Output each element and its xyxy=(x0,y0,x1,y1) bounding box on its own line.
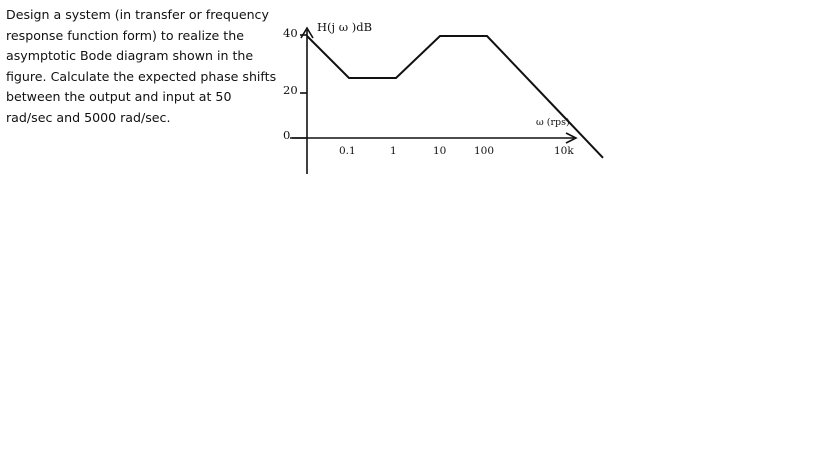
question-line: figure. Calculate the expected phase shifts xyxy=(6,68,277,84)
x-axis-label: ω (rps) xyxy=(536,117,570,128)
y-tick-label-0: 0 xyxy=(283,128,291,142)
y-axis-label: H(j ω )dB xyxy=(317,20,373,34)
question-line: between the output and input at 50 xyxy=(6,89,232,105)
x-tick-label-0.1: 0.1 xyxy=(339,145,356,157)
question-line: Design a system (in transfer or frequency xyxy=(6,7,269,22)
x-tick-label-1: 1 xyxy=(390,145,397,157)
x-tick-label-10k: 10k xyxy=(554,145,574,157)
x-tick-label-10: 10 xyxy=(433,145,447,157)
question-line: rad/sec and 5000 rad/sec. xyxy=(6,109,171,125)
y-tick-label-40: 40 xyxy=(283,26,298,40)
y-tick-label-20: 20 xyxy=(283,83,298,97)
question-line: asymptotic Bode diagram shown in the xyxy=(6,48,254,64)
bode-asymptote-line xyxy=(307,36,567,120)
x-tick-label-100: 100 xyxy=(474,145,495,157)
question-line: response function form) to realize the xyxy=(6,27,244,43)
